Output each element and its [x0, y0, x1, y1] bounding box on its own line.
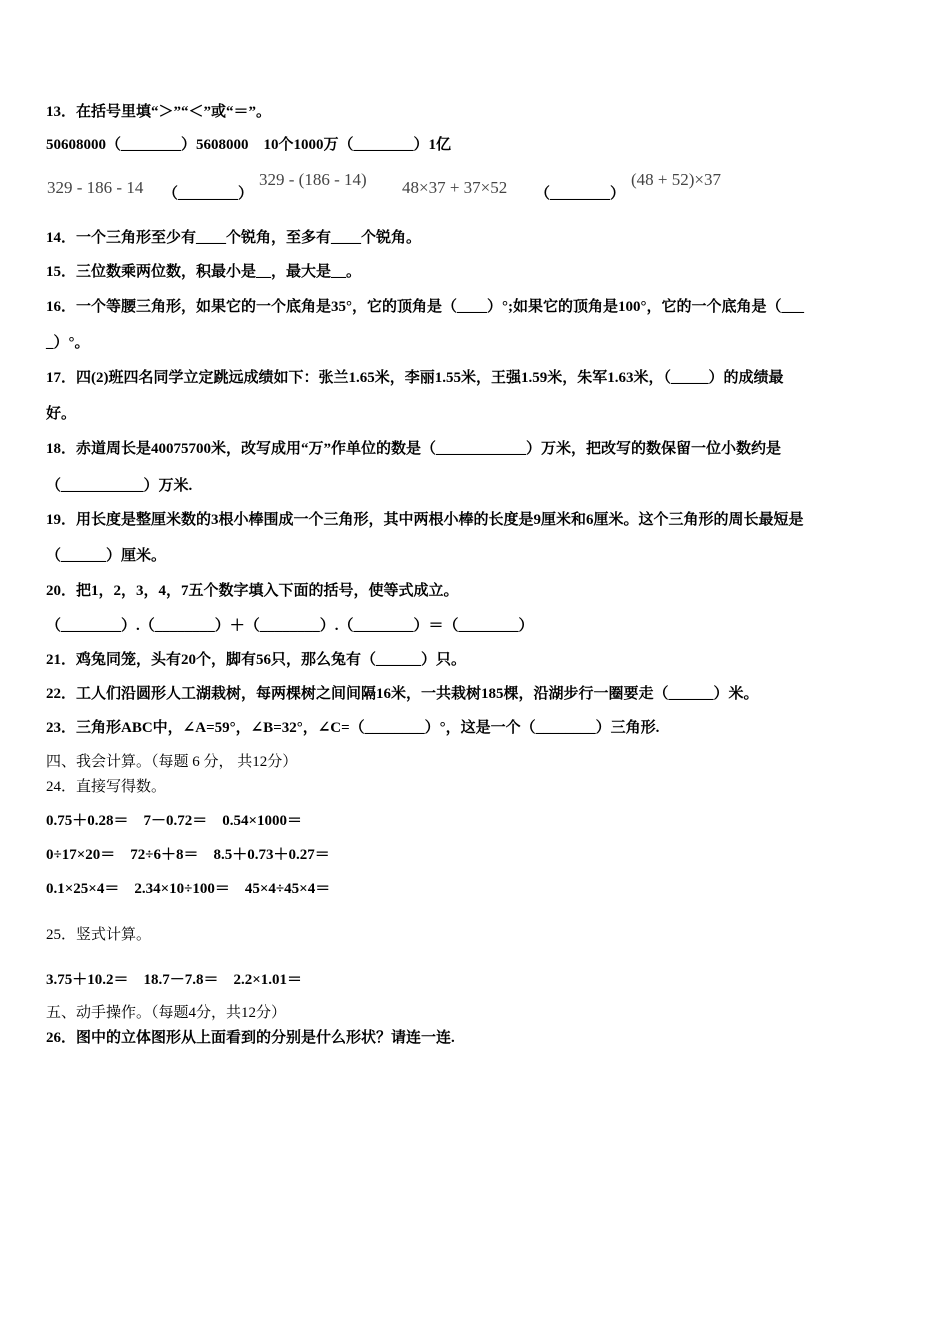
question-14: 14．一个三角形至少有____个锐角，至多有____个锐角。 — [46, 230, 422, 246]
vertical-calc-row: 3.75＋10.2＝ 18.7－7.8＝ 2.2×1.01＝ — [46, 972, 303, 988]
question-22: 22．工人们沿圆形人工湖栽树，每两棵树之间间隔16米，一共栽树185棵，沿湖步行一圈要走（______）米。 — [46, 686, 759, 702]
expression: (48 + 52)×37 — [631, 170, 721, 189]
question-19: 19．用长度是整厘米数的3根小棒围成一个三角形，其中两根小棒的长度是9厘米和6厘米。这个三角形的周长最短是 — [46, 512, 804, 528]
question-18-cont: （___________）万米. — [46, 478, 193, 494]
section-4-heading: 四、我会计算。（每题 6 分， 共12分） — [46, 754, 298, 770]
calc-row-3: 0.1×25×4＝ 2.34×10÷100＝ 45×4÷45×4＝ — [46, 881, 331, 897]
answer-blank[interactable]: （________） — [163, 186, 254, 202]
expression: 329 - 186 - 14 — [47, 178, 144, 197]
calc-row-1: 0.75＋0.28＝ 7－0.72＝ 0.54×1000＝ — [46, 813, 303, 829]
expression: 329 - (186 - 14) — [259, 170, 367, 189]
question-17: 17．四(2)班四名同学立定跳远成绩如下：张兰1.65米，李丽1.55米，王强1.59米，朱军1.63米，（_____）的成绩最 — [46, 370, 784, 386]
question-16-cont: _）°。 — [46, 335, 90, 351]
calc-row-2: 0÷17×20＝ 72÷6＋8＝ 8.5＋0.73＋0.27＝ — [46, 847, 330, 863]
question-19-cont: （______）厘米。 — [46, 548, 167, 564]
question-18: 18．赤道周长是40075700米，改写成用“万”作单位的数是（____________）万米，把改写的数保留一位小数约是 — [46, 441, 782, 457]
expression: 48×37 + 37×52 — [402, 178, 508, 197]
question-13-row1: 50608000（________）5608000 10个1000万（________）1亿 — [46, 137, 452, 153]
question-17-cont: 好。 — [46, 406, 77, 422]
section-5-heading: 五、动手操作。（每题4分，共12分） — [46, 1005, 287, 1021]
question-21: 21．鸡兔同笼，头有20个，脚有56只，那么兔有（______）只。 — [46, 652, 467, 668]
question-15: 15．三位数乘两位数，积最小是__，最大是__。 — [46, 264, 362, 280]
question-20-equation: （________）.（________）＋（________）.（________）＝（________） — [46, 618, 534, 634]
question-16: 16．一个等腰三角形，如果它的一个底角是35°，它的顶角是（____）°;如果它的顶角是100°，它的一个底角是（___ — [46, 299, 804, 315]
question-26: 26．图中的立体图形从上面看到的分别是什么形状？请连一连. — [46, 1030, 455, 1046]
question-24: 24．直接写得数。 — [46, 779, 167, 795]
answer-blank[interactable]: （________） — [535, 186, 626, 202]
question-20: 20．把1，2，3，4，7五个数字填入下面的括号，使等式成立。 — [46, 583, 459, 599]
question-25: 25．竖式计算。 — [46, 927, 152, 943]
question-23: 23．三角形ABC中，∠A=59°，∠B=32°，∠C=（________）°，这是一个（________）三角形. — [46, 720, 660, 736]
question-13-title: 13．在括号里填“＞”“＜”或“＝”。 — [46, 104, 272, 120]
